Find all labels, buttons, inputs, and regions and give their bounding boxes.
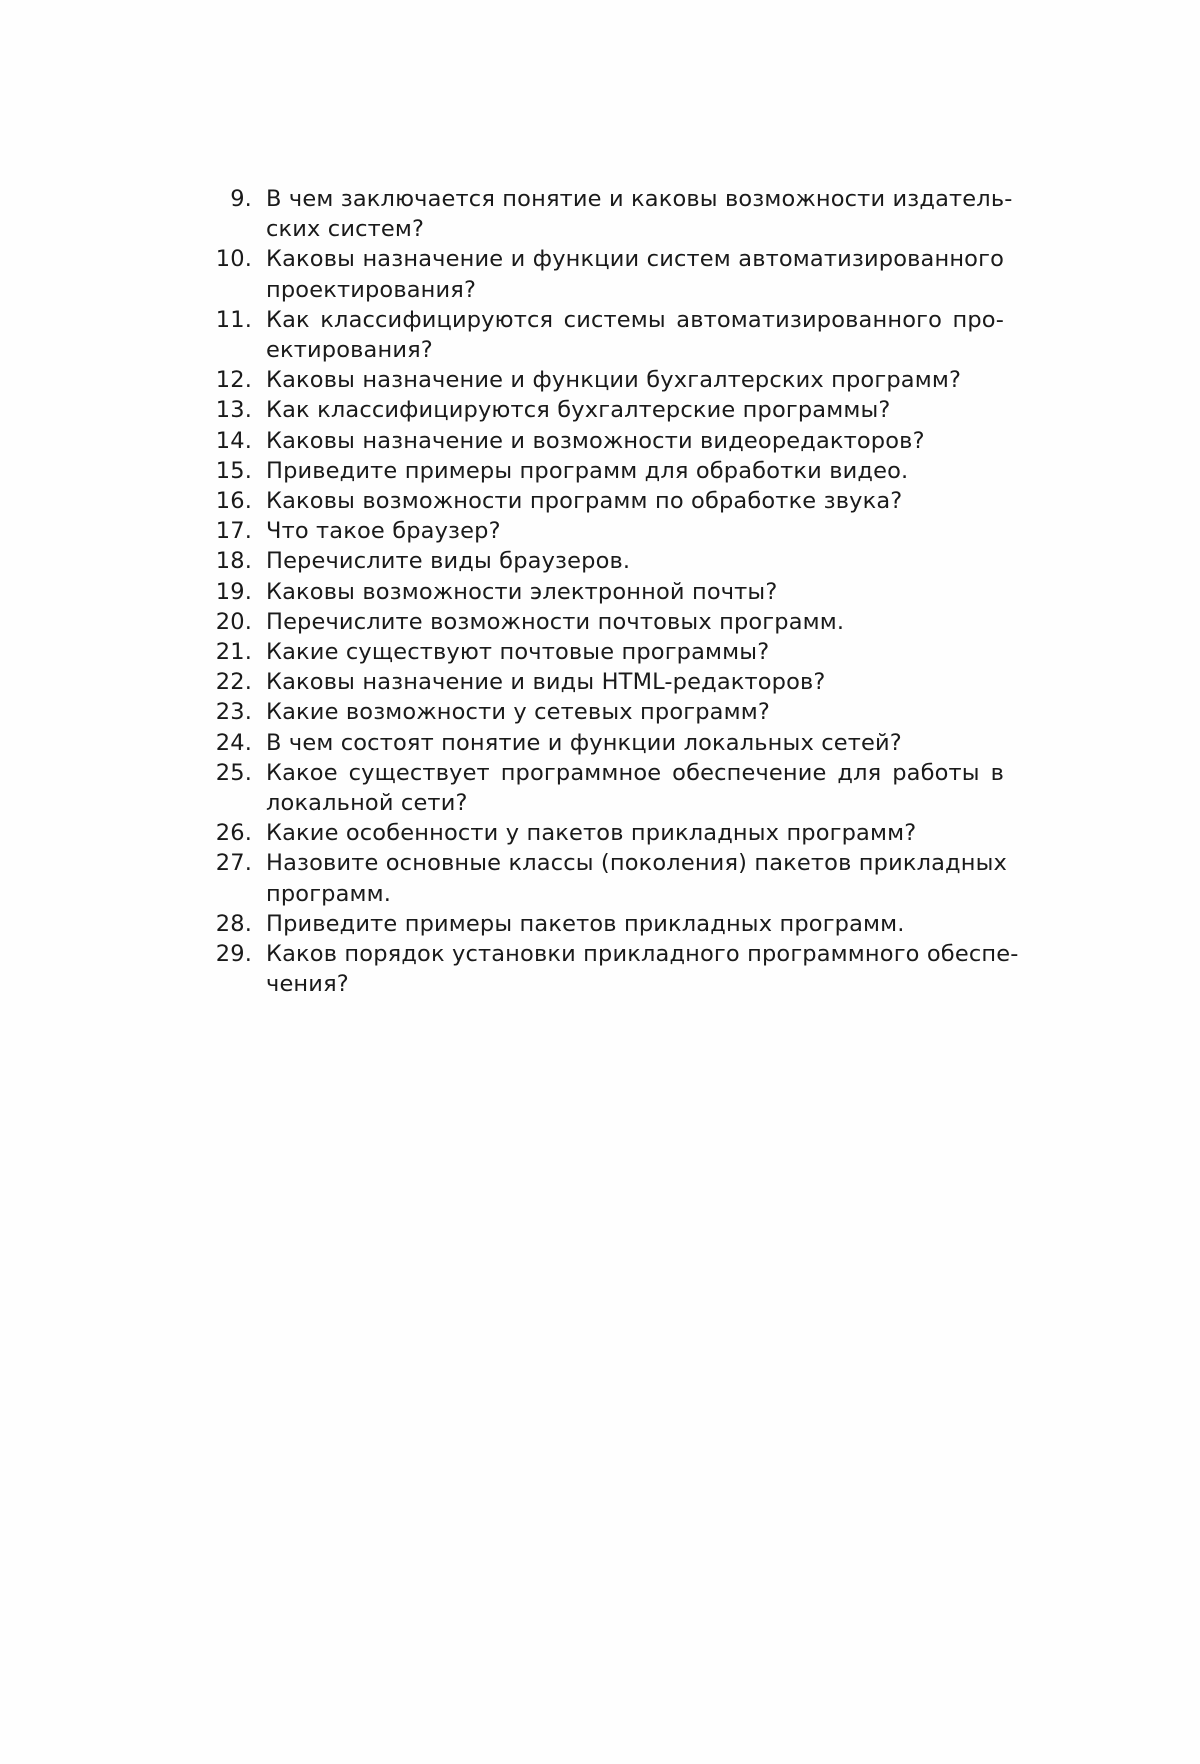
question-number: 27. xyxy=(215,850,252,877)
question-text-line: Приведите примеры пакетов прикладных программ. xyxy=(266,910,905,937)
question-text-line: программ. xyxy=(266,880,392,907)
question-text-line: Какое существует программное обеспечение для работы в xyxy=(266,759,1004,786)
question-number: 17. xyxy=(215,518,252,545)
question-number: 25. xyxy=(215,759,252,786)
question-number: 21. xyxy=(215,639,252,666)
question-number: 13. xyxy=(215,397,252,424)
question-text xyxy=(266,395,1004,425)
question-text xyxy=(266,728,1004,758)
question-item xyxy=(196,456,1004,486)
question-text-line: чения? xyxy=(266,971,349,998)
question-item xyxy=(196,728,1004,758)
question-item xyxy=(196,546,1004,576)
question-text-line: Каковы возможности программ по обработке звука? xyxy=(266,488,903,515)
question-text xyxy=(266,184,1013,244)
question-text-line: В чем состоят понятие и функции локальных сетей? xyxy=(266,729,902,756)
question-text-line: Каковы назначение и функции бухгалтерских программ? xyxy=(266,367,962,394)
question-text xyxy=(266,486,1004,516)
question-number: 29. xyxy=(215,941,252,968)
question-list xyxy=(196,184,1019,999)
question-text-line: Какие возможности у сетевых программ? xyxy=(266,699,770,726)
question-number: 10. xyxy=(215,246,252,273)
question-text xyxy=(266,607,1004,637)
question-text xyxy=(266,546,1004,576)
question-item xyxy=(196,697,1004,727)
question-number: 23. xyxy=(215,699,252,726)
question-item xyxy=(196,516,1004,546)
question-number: 28. xyxy=(215,910,252,937)
question-number: 15. xyxy=(215,457,252,484)
question-text xyxy=(266,516,1004,546)
question-text-line: Каковы возможности электронной почты? xyxy=(266,578,778,605)
question-text-line: Приведите примеры программ для обработки видео. xyxy=(266,457,909,484)
question-number: 12. xyxy=(215,367,252,394)
question-item xyxy=(196,818,1004,848)
question-text xyxy=(266,939,1018,999)
question-text-line: проектирования? xyxy=(266,276,477,303)
question-text xyxy=(266,637,1004,667)
question-text xyxy=(266,456,1004,486)
question-item xyxy=(196,607,1004,637)
question-item xyxy=(196,667,1004,697)
question-item xyxy=(196,939,1019,999)
question-text xyxy=(266,305,1004,365)
question-text-line: Как классифицируются бухгалтерские программы? xyxy=(266,397,891,424)
question-text xyxy=(266,577,1004,607)
question-item xyxy=(196,758,1004,818)
question-text xyxy=(266,818,1004,848)
question-text xyxy=(266,909,1004,939)
question-text-line: В чем заключается понятие и каковы возможности издатель- xyxy=(266,186,1013,212)
question-text xyxy=(266,848,1007,908)
question-text-line: Перечислите виды браузеров. xyxy=(266,548,631,575)
question-text xyxy=(266,426,1004,456)
question-text xyxy=(266,697,1004,727)
question-item xyxy=(196,244,1004,304)
question-text-line: Каковы назначение и виды HTML-редакторов? xyxy=(266,669,826,696)
question-number: 16. xyxy=(215,488,252,515)
question-text-line: Что такое браузер? xyxy=(266,518,501,545)
question-text-line: Перечислите возможности почтовых программ. xyxy=(266,608,845,635)
question-text xyxy=(266,667,1004,697)
question-item xyxy=(196,486,1004,516)
question-number: 24. xyxy=(215,729,252,756)
question-number: 22. xyxy=(215,669,252,696)
question-text-line: Каковы назначение и возможности видеоредакторов? xyxy=(266,427,925,454)
question-item xyxy=(196,637,1004,667)
question-number: 11. xyxy=(215,306,252,333)
question-number: 18. xyxy=(215,548,252,575)
question-text-line: ектирования? xyxy=(266,337,433,364)
question-item xyxy=(196,365,1004,395)
question-number: 26. xyxy=(215,820,252,847)
question-number: 20. xyxy=(215,608,252,635)
question-text xyxy=(266,244,1004,304)
question-text-line: Какие особенности у пакетов прикладных программ? xyxy=(266,820,917,847)
question-text xyxy=(266,758,1004,818)
question-text xyxy=(266,365,1004,395)
question-item xyxy=(196,426,1004,456)
question-text-line: Какие существуют почтовые программы? xyxy=(266,639,770,666)
question-text-line: Назовите основные классы (поколения) пакетов прикладных xyxy=(266,850,1008,877)
question-item xyxy=(196,184,1013,244)
question-text-line: Как классифицируются системы автоматизированного про- xyxy=(266,306,1004,333)
question-text-line: ских систем? xyxy=(266,216,425,243)
question-number: 19. xyxy=(215,578,252,605)
question-item xyxy=(196,395,1004,425)
question-item xyxy=(196,848,1008,908)
question-item xyxy=(196,305,1004,365)
question-number: 14. xyxy=(215,427,252,454)
question-item xyxy=(196,909,1004,939)
question-number: 9. xyxy=(230,186,252,212)
question-text-line: Каков порядок установки прикладного программного обеспе- xyxy=(266,941,1019,968)
question-item xyxy=(196,577,1004,607)
question-text-line: локальной сети? xyxy=(266,790,468,817)
question-text-line: Каковы назначение и функции систем автоматизированного xyxy=(266,246,1004,273)
